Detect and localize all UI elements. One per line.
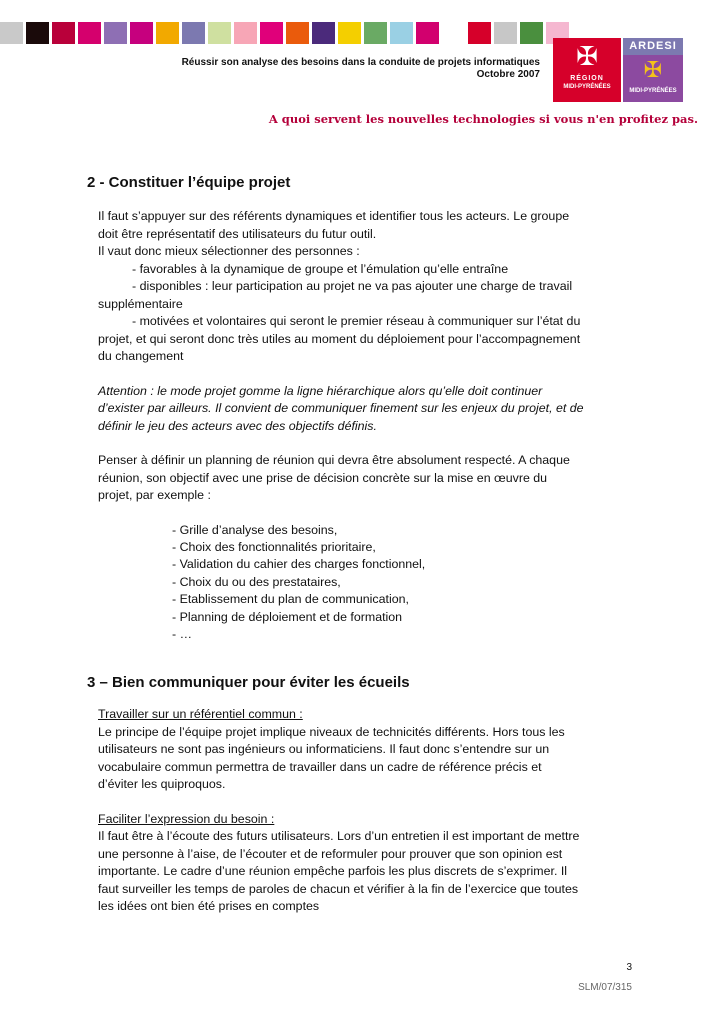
list-item: - motivées et volontaires qui seront le premier réseau à communiquer sur l’état du — [132, 314, 581, 328]
slogan: A quoi servent les nouvelles technologies si vous n'en profitez pas. — [268, 112, 698, 126]
color-strip-square — [234, 22, 257, 44]
subheading: Travailler sur un référentiel commun : — [98, 707, 303, 722]
text-line: vocabulaire commun permettra de travailler dans un cadre de référence précis et — [98, 759, 542, 774]
text-line: Il vaut donc mieux sélectionner des personnes : — [98, 244, 360, 258]
region-logo — [553, 38, 621, 102]
color-strip-square — [286, 22, 309, 44]
subheading: Faciliter l’expression du besoin : — [98, 811, 275, 826]
header-title-line1: Réussir son analyse des besoins dans la conduite de projets informatiques — [181, 57, 540, 68]
section-2-heading: 2 - Constituer l’équipe projet — [87, 174, 291, 191]
text-line: supplémentaire — [98, 296, 183, 311]
ardesi-logo-line: MIDI-PYRÉNÉES — [629, 88, 677, 94]
text-line: Il faut s’appuyer sur des référents dynamiques et identifier tous les acteurs. Le groupe — [98, 209, 570, 223]
color-strip-square — [520, 22, 543, 44]
text-line: les idées ont bien été prises en comptes — [98, 899, 320, 914]
color-strip-square — [416, 22, 439, 44]
color-strip-square — [182, 22, 205, 44]
color-strip — [0, 22, 572, 44]
document-body — [86, 172, 630, 916]
color-strip-square — [26, 22, 49, 44]
text-line: faut surveiller les temps de paroles de chacun et vérifier à la fin de l’exercice que toutes — [98, 881, 579, 896]
text-line: Le principe de l’équipe projet implique niveaux de technicités différents. Hors tous les — [98, 724, 565, 739]
list-item: - Grille d’analyse des besoins, — [172, 522, 338, 537]
color-strip-square — [494, 22, 517, 44]
list-item: - Etablissement du plan de communication, — [172, 592, 409, 607]
color-strip-square — [52, 22, 75, 44]
document-reference: SLM/07/315 — [578, 982, 632, 993]
color-strip-square — [442, 22, 465, 44]
occitan-cross-icon: ✠ — [643, 58, 663, 83]
attention-paragraph — [98, 383, 630, 436]
list-item: - … — [172, 626, 192, 641]
ardesi-logo — [623, 38, 683, 102]
region-logo-line2: MIDI-PYRÉNÉES — [563, 84, 611, 90]
color-strip-square — [104, 22, 127, 44]
text-line: d’éviter les quiproquos. — [98, 777, 226, 792]
meeting-agenda-list — [172, 522, 630, 644]
text-line: réunion, son objectif avec une prise de décision concrète sur la mise en œuvre du — [98, 470, 548, 485]
color-strip-square — [390, 22, 413, 44]
color-strip-square — [338, 22, 361, 44]
occitan-cross-icon: ✠ — [576, 42, 598, 72]
text-line: projet, et qui seront donc très utiles au moment du déploiement pour l’accompagnement — [98, 331, 581, 346]
color-strip-square — [208, 22, 231, 44]
color-strip-square — [468, 22, 491, 44]
color-strip-square — [260, 22, 283, 44]
header-title-line2: Octobre 2007 — [476, 69, 540, 80]
section-2-paragraph-3 — [98, 452, 630, 505]
text-line: utilisateurs ne sont pas ingénieurs ou informaticiens. Il faut donc s’entendre sur un — [98, 742, 550, 757]
text-line: d’exister par ailleurs. Il convient de communiquer finement sur les enjeux du projet, et de — [98, 401, 584, 415]
document-header-title — [80, 57, 540, 81]
text-line: Il faut être à l’écoute des futurs utilisateurs. Lors d’un entretien il est important de mettre — [98, 829, 580, 844]
text-line: importante. Le cadre d’une réunion empêche parfois les plus discrets de s’exprimer. Il — [98, 864, 568, 879]
list-item: - Planning de déploiement et de formation — [172, 609, 403, 624]
ardesi-logo-name: ARDESI — [623, 38, 683, 55]
color-strip-square — [156, 22, 179, 44]
text-line: une personne à l’aise, de l’écouter et de reformuler pour prouver que son opinion est — [98, 846, 563, 861]
list-item: - favorables à la dynamique de groupe et l’émulation qu’elle entraîne — [132, 261, 509, 276]
section-3-paragraph-1 — [98, 706, 630, 794]
color-strip-square — [364, 22, 387, 44]
region-logo-line1: RÉGION — [570, 75, 604, 82]
text-line: Penser à définir un planning de réunion qui devra être absolument respecté. A chaque — [98, 453, 570, 467]
section-3-heading: 3 – Bien communiquer pour éviter les écueils — [87, 674, 410, 692]
color-strip-square — [312, 22, 335, 44]
text-line: du changement — [98, 349, 184, 363]
list-item: - Choix du ou des prestataires, — [172, 574, 341, 589]
text-line: projet, par exemple : — [98, 488, 211, 502]
text-line: doit être représentatif des utilisateurs du futur outil. — [98, 226, 377, 241]
text-line: définir le jeu des acteurs avec des objectifs définis. — [98, 418, 377, 433]
color-strip-square — [0, 22, 23, 44]
list-item: - disponibles : leur participation au projet ne va pas ajouter une charge de travail — [132, 279, 573, 293]
page-number: 3 — [626, 962, 632, 973]
section-2-paragraph-1 — [98, 208, 630, 366]
list-item: - Choix des fonctionnalités prioritaire, — [172, 539, 376, 554]
list-item: - Validation du cahier des charges fonctionnel, — [172, 557, 426, 572]
color-strip-square — [78, 22, 101, 44]
section-3-paragraph-2 — [98, 811, 630, 916]
color-strip-square — [130, 22, 153, 44]
text-line: Attention : le mode projet gomme la ligne hiérarchique alors qu’elle doit continuer — [98, 383, 543, 398]
